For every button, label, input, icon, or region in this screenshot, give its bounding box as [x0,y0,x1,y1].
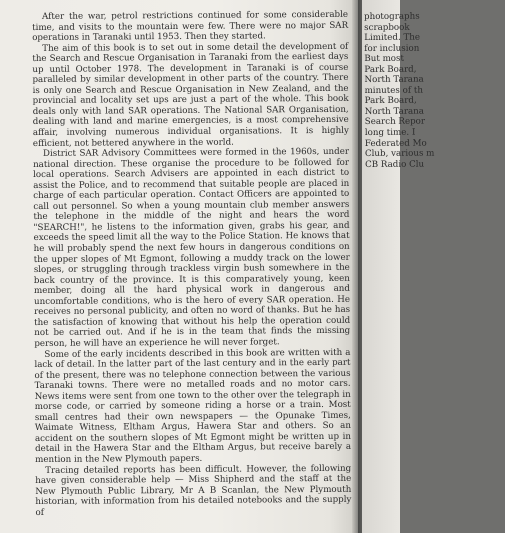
paragraph-5: Tracing detailed reports has been difficult. However, the following have given considerable help — Miss Shipherd and the staff at the New Plymouth Public Library, Mr A B Scanlan, the New Plymouth historian, with information from his detailed notebooks and the supply of [35,463,352,518]
right-line: for inclusion [364,43,420,54]
right-line: Park Board, [364,96,417,107]
right-line: long time. I [364,127,416,139]
right-line: Club, various m [364,148,435,160]
paragraph-2: The aim of this book is to set out in some detail the development of the Search and Rescue Organisation in Taranaki from the earliest days up until October 1978. The development in Taranaki is of course paralleled by similar development in other parts of the country. There is only one Search and Rescue Organisation in New Zealand, and the provincial and locality set ups are just a part of the whole. This book deals only with land SAR operations. The National SAR Organisation, dealing with land and marine emergencies, is a most comprehensive affair, involving numerous individual organisations. It is highly efficient, not bettered anywhere in the world. [32,41,349,149]
right-page [362,0,435,533]
paragraph-1: After the war, petrol restrictions continued for some considerable time, and visits to the mountain were few. There were no major SAR operations in Taranaki until 1953. Then they started. [32,9,349,44]
right-page-text [364,11,505,170]
right-line: Federated Mo [364,138,427,149]
right-line: North Tarana [364,74,424,86]
right-line: North Tarana [364,106,424,117]
right-line: minutes of th [364,85,423,96]
right-line: Park Board, [364,64,417,75]
right-line: Search Repor [364,117,426,128]
right-line: Limited. The [364,32,421,44]
right-line: CB Radio Clu [365,159,425,170]
right-line: photographs [364,11,420,22]
left-page-text [32,10,352,518]
paragraph-3: District SAR Advisory Committees were formed in the 1960s, under national direction. These organise the procedure to be followed for local operations. Search Advisers are appointed in each district to assist the Police, and to recommend that suitable people are placed in charge of each particular operation. Contact Officers are appointed to call out personnel. So when a young mountain club member answers the telephone in the middle of the night and hears the word "SEARCH!", he listens to the information given, grabs his gear, and exceeds the speed limit all the way to the Police Station. He knows that he will probably spend the next few hours in dangerous conditions on the upper slopes of Mt Egmont, following a muddy track on the lower slopes, or struggling through trackless virgin bush somewhere in the back country of the province. It is this comparatively young, keen member, doing all the hard physical work in dangerous and uncomfortable conditions, who is the hero of every SAR operation. He receives no personal publicity, and often no word of thanks. But he has the satisfaction of knowing that without his help the operation could not be carried out. And if he is in the team that finds the missing person, he will have an experience he will never forget. [33,146,351,349]
paragraph-4: Some of the early incidents described in this book are written with a lack of detail. In the latter part of the last century and in the early part of the present, there was no telephone connection between the various Taranaki towns. There were no metalled roads and no motor cars. News items were sent from one town to the other over the telegraph in morse code, or carried by someone riding a horse or a train. Most small centres had their own newspapers — the Opunake Times, Waimate Witness, Eltham Argus, Hawera Star and others. So an accident on the southern slopes of Mt Egmont might be written up in detail in the Hawera Star and the Eltham Argus, but receive barely a mention in the New Plymouth papers. [34,347,352,465]
right-line: But most [364,53,405,65]
right-line: scrapbook [364,22,410,33]
